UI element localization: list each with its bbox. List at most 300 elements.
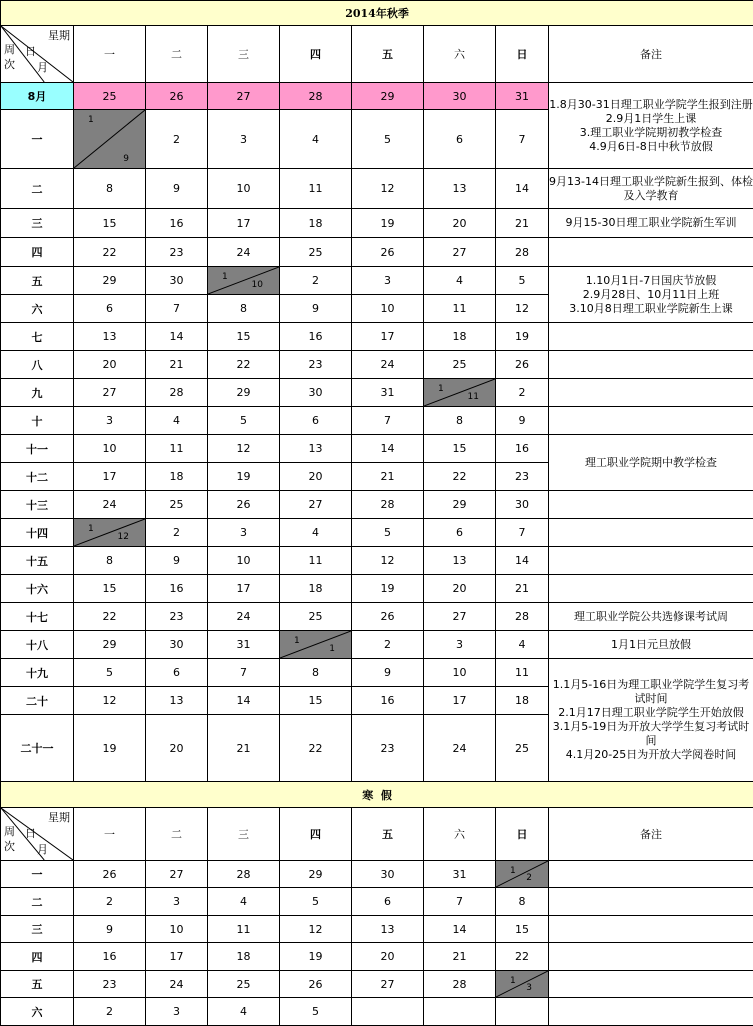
day-cell: 20 — [146, 715, 208, 782]
corner-label-ci: 次 — [4, 840, 15, 853]
week-number-cell: 五 — [1, 267, 74, 295]
day-cell: 30 — [146, 631, 208, 659]
day-cell: 4 — [424, 267, 496, 295]
day-cell: 31 — [424, 861, 496, 888]
day-number: 1 — [88, 115, 94, 125]
week-number-cell: 十八 — [1, 631, 74, 659]
day-cell: 11 — [208, 916, 280, 943]
day-cell: 7 — [496, 519, 549, 547]
month-divider-line — [208, 267, 279, 294]
corner-label-ri: 日 — [25, 45, 36, 58]
day-cell: 29 — [74, 267, 146, 295]
month-divider-line — [280, 631, 351, 658]
calendar-row — [1, 435, 753, 463]
weekday-header-cell: 六 — [424, 26, 496, 83]
week-number-cell: 三 — [1, 916, 74, 943]
month-number: 2 — [526, 873, 532, 883]
note-line: 1.1月5-16日为理工职业学院学生复习考试时间 — [552, 678, 750, 705]
day-cell: 3 — [424, 631, 496, 659]
calendar-row — [1, 267, 753, 295]
day-cell: 27 — [424, 238, 496, 267]
corner-label-ri: 日 — [25, 827, 36, 840]
day-cell: 18 — [424, 323, 496, 351]
day-cell: 11 — [424, 295, 496, 323]
day-cell: 8 — [208, 295, 280, 323]
calendar-row — [1, 379, 753, 407]
day-cell: 14 — [146, 323, 208, 351]
note-cell — [549, 861, 753, 888]
day-cell: 23 — [146, 238, 208, 267]
week-number-cell: 二十一 — [1, 715, 74, 782]
weekday-header-cell: 六 — [424, 808, 496, 861]
day-cell: 5 — [74, 659, 146, 687]
day-cell: 27 — [74, 379, 146, 407]
day-cell: 21 — [496, 209, 549, 238]
month-number: 9 — [123, 154, 129, 164]
week-number-cell: 二 — [1, 169, 74, 209]
month-divider-line — [496, 861, 548, 887]
corner-header-cell — [1, 26, 74, 83]
day-cell: 26 — [208, 491, 280, 519]
day-cell: 27 — [280, 491, 352, 519]
note-line: 9月15-30日理工职业学院新生军训 — [565, 216, 737, 229]
day-cell: 9 — [74, 916, 146, 943]
day-cell: 20 — [74, 351, 146, 379]
day-cell — [352, 998, 424, 1026]
day-cell: 2 — [146, 110, 208, 169]
day-cell: 25 — [424, 351, 496, 379]
day-cell: 11 — [496, 659, 549, 687]
day-cell: 24 — [208, 603, 280, 631]
day-cell: 28 — [496, 603, 549, 631]
day-cell: 10 — [352, 295, 424, 323]
week-number-cell: 一 — [1, 861, 74, 888]
corner-header-cell — [1, 808, 74, 861]
day-cell: 8 — [496, 888, 549, 916]
day-cell: 13 — [424, 169, 496, 209]
day-cell: 26 — [146, 83, 208, 110]
weekday-header-cell: 一 — [74, 808, 146, 861]
week-number-cell: 十六 — [1, 575, 74, 603]
day-cell: 15 — [74, 575, 146, 603]
weekday-header-cell: 四 — [280, 26, 352, 83]
month-divider-line — [74, 519, 145, 546]
day-cell: 16 — [146, 575, 208, 603]
calendar-row — [1, 407, 753, 435]
month-start-cell — [280, 631, 352, 659]
day-cell: 17 — [208, 575, 280, 603]
day-cell: 19 — [352, 209, 424, 238]
day-cell: 27 — [424, 603, 496, 631]
weekday-header-row — [1, 808, 753, 861]
day-cell: 14 — [424, 916, 496, 943]
note-cell — [549, 971, 753, 998]
day-cell: 23 — [280, 351, 352, 379]
day-cell: 23 — [496, 463, 549, 491]
week-number-cell: 二十 — [1, 687, 74, 715]
day-cell: 10 — [146, 916, 208, 943]
week-number-cell: 十三 — [1, 491, 74, 519]
day-cell: 16 — [352, 687, 424, 715]
day-cell: 24 — [424, 715, 496, 782]
day-cell: 31 — [208, 631, 280, 659]
note-line: 3.理工职业学院期初教学检查 — [579, 125, 723, 139]
month-start-cell — [424, 379, 496, 407]
calendar-row — [1, 169, 753, 209]
day-cell: 3 — [208, 110, 280, 169]
day-cell: 20 — [424, 575, 496, 603]
day-cell: 8 — [280, 659, 352, 687]
day-cell: 29 — [424, 491, 496, 519]
week-number-cell: 四 — [1, 238, 74, 267]
day-cell: 4 — [146, 407, 208, 435]
week-number-cell: 八 — [1, 351, 74, 379]
day-cell: 25 — [146, 491, 208, 519]
calendar-row — [1, 659, 753, 687]
day-cell: 11 — [280, 169, 352, 209]
day-cell: 15 — [496, 916, 549, 943]
corner-label-zhou: 周 — [4, 825, 15, 838]
day-cell: 13 — [146, 687, 208, 715]
day-cell: 9 — [146, 547, 208, 575]
calendar-row — [1, 519, 753, 547]
day-cell: 27 — [146, 861, 208, 888]
note-line: 3.10月8日理工职业学院新生上课 — [569, 301, 733, 315]
note-cell — [549, 519, 753, 547]
month-number: 10 — [251, 280, 263, 290]
section-title-row — [1, 782, 753, 808]
day-cell: 4 — [496, 631, 549, 659]
day-cell: 12 — [74, 687, 146, 715]
day-cell: 20 — [352, 943, 424, 971]
day-cell: 7 — [146, 295, 208, 323]
day-cell: 24 — [74, 491, 146, 519]
corner-label-yue: 月 — [37, 843, 48, 856]
day-cell: 26 — [280, 971, 352, 998]
calendar-row — [1, 888, 753, 916]
day-cell: 30 — [496, 491, 549, 519]
day-cell: 8 — [424, 407, 496, 435]
day-cell: 13 — [280, 435, 352, 463]
note-cell — [549, 659, 753, 782]
note-cell — [549, 435, 753, 491]
day-cell: 18 — [496, 687, 549, 715]
calendar-row — [1, 998, 753, 1026]
day-cell: 20 — [424, 209, 496, 238]
day-cell: 22 — [208, 351, 280, 379]
note-cell — [549, 351, 753, 379]
day-cell: 26 — [74, 861, 146, 888]
day-cell: 5 — [352, 519, 424, 547]
section-title-row — [1, 1, 753, 26]
day-cell: 4 — [280, 519, 352, 547]
day-cell: 15 — [74, 209, 146, 238]
note-cell — [549, 888, 753, 916]
corner-label-xingqi: 星期 — [48, 29, 70, 42]
weekday-header-cell: 日 — [496, 808, 549, 861]
day-cell: 13 — [424, 547, 496, 575]
day-cell: 14 — [352, 435, 424, 463]
note-header-cell: 备注 — [549, 26, 753, 83]
week-number-cell: 五 — [1, 971, 74, 998]
day-cell: 5 — [280, 998, 352, 1026]
day-cell: 10 — [74, 435, 146, 463]
note-header-cell: 备注 — [549, 808, 753, 861]
week-number-cell: 四 — [1, 943, 74, 971]
day-cell: 2 — [146, 519, 208, 547]
note-line: 2.9月1日学生上课 — [605, 111, 697, 125]
day-cell: 25 — [74, 83, 146, 110]
day-cell: 21 — [496, 575, 549, 603]
week-number-cell: 二 — [1, 888, 74, 916]
day-cell: 11 — [146, 435, 208, 463]
note-line: 1月1日元旦放假 — [611, 637, 692, 651]
day-cell: 28 — [352, 491, 424, 519]
day-cell: 5 — [496, 267, 549, 295]
day-cell: 27 — [352, 971, 424, 998]
day-cell: 28 — [280, 83, 352, 110]
month-start-cell — [496, 971, 549, 998]
day-cell: 5 — [280, 888, 352, 916]
week-number-cell: 十七 — [1, 603, 74, 631]
note-cell — [549, 631, 753, 659]
calendar-row — [1, 971, 753, 998]
day-cell: 30 — [352, 861, 424, 888]
winter-title: 寒 假 — [1, 782, 753, 808]
week-number-cell: 六 — [1, 295, 74, 323]
day-cell: 9 — [352, 659, 424, 687]
weekday-header-cell: 三 — [208, 808, 280, 861]
day-cell: 23 — [146, 603, 208, 631]
day-cell: 5 — [208, 407, 280, 435]
day-cell: 21 — [208, 715, 280, 782]
week-number-cell: 十一 — [1, 435, 74, 463]
day-cell: 16 — [146, 209, 208, 238]
week-number-cell: 十四 — [1, 519, 74, 547]
day-cell: 6 — [146, 659, 208, 687]
day-cell: 4 — [208, 888, 280, 916]
day-cell: 17 — [74, 463, 146, 491]
calendar-row — [1, 209, 753, 238]
calendar-row — [1, 916, 753, 943]
day-cell: 29 — [74, 631, 146, 659]
day-cell: 18 — [146, 463, 208, 491]
day-cell: 9 — [496, 407, 549, 435]
note-line: 1.10月1日-7日国庆节放假 — [585, 273, 717, 287]
day-cell: 12 — [280, 916, 352, 943]
day-cell: 25 — [208, 971, 280, 998]
calendar-row — [1, 943, 753, 971]
day-cell: 2 — [74, 998, 146, 1026]
month-number: 11 — [467, 392, 479, 402]
note-line: 3.1月5-19日为开放大学学生复习考试时间 — [552, 720, 750, 747]
day-cell: 10 — [424, 659, 496, 687]
day-cell: 3 — [352, 267, 424, 295]
day-cell: 21 — [352, 463, 424, 491]
calendar-row — [1, 631, 753, 659]
day-cell: 7 — [424, 888, 496, 916]
note-line: 1.8月30-31日理工职业学院学生报到注册 — [549, 97, 753, 111]
day-cell: 6 — [352, 888, 424, 916]
day-number: 1 — [294, 636, 300, 646]
day-cell: 3 — [208, 519, 280, 547]
day-cell: 17 — [352, 323, 424, 351]
day-cell: 13 — [74, 323, 146, 351]
note-line: 理工职业学院公共选修课考试周 — [574, 609, 729, 623]
corner-label-xingqi: 星期 — [48, 811, 70, 824]
weekday-header-cell: 日 — [496, 26, 549, 83]
day-cell: 22 — [280, 715, 352, 782]
day-cell: 28 — [208, 861, 280, 888]
note-cell — [549, 916, 753, 943]
day-cell: 29 — [352, 83, 424, 110]
day-cell: 6 — [424, 110, 496, 169]
weekday-header-cell: 二 — [146, 808, 208, 861]
day-cell: 9 — [280, 295, 352, 323]
month-start-cell — [496, 861, 549, 888]
day-cell: 10 — [208, 169, 280, 209]
day-cell: 31 — [352, 379, 424, 407]
note-cell — [549, 603, 753, 631]
weekday-header-row — [1, 26, 753, 83]
note-line: 4.9月6日-8日中秋节放假 — [589, 139, 713, 153]
month-start-cell — [208, 267, 280, 295]
day-cell: 12 — [208, 435, 280, 463]
day-cell: 27 — [208, 83, 280, 110]
weekday-header-cell: 二 — [146, 26, 208, 83]
day-cell: 24 — [352, 351, 424, 379]
note-line: 2.9月28日、10月11日上班 — [582, 287, 720, 301]
note-line: 9月13-14日理工职业学院新生报到、体检及入学教育 — [549, 174, 753, 202]
day-cell: 2 — [352, 631, 424, 659]
day-cell: 4 — [208, 998, 280, 1026]
note-cell — [549, 547, 753, 575]
week-number-cell: 一 — [1, 110, 74, 169]
week-number-cell: 七 — [1, 323, 74, 351]
month-number: 3 — [526, 983, 532, 993]
day-number: 1 — [222, 272, 228, 282]
day-cell: 15 — [280, 687, 352, 715]
note-cell — [549, 169, 753, 209]
day-cell: 11 — [280, 547, 352, 575]
day-cell: 7 — [496, 110, 549, 169]
note-line: 4.1月20-25日为开放大学阅卷时间 — [565, 748, 737, 761]
week-number-cell: 十 — [1, 407, 74, 435]
note-cell — [549, 83, 753, 169]
note-cell — [549, 379, 753, 407]
calendar-row — [1, 83, 753, 110]
day-cell: 28 — [146, 379, 208, 407]
day-cell: 28 — [496, 238, 549, 267]
week-number-cell: 十九 — [1, 659, 74, 687]
day-cell: 23 — [352, 715, 424, 782]
month-number: 12 — [117, 532, 129, 542]
calendar-row — [1, 547, 753, 575]
day-cell: 19 — [496, 323, 549, 351]
day-cell: 31 — [496, 83, 549, 110]
day-cell: 18 — [280, 209, 352, 238]
day-cell: 19 — [74, 715, 146, 782]
day-cell — [424, 998, 496, 1026]
weekday-header-cell: 一 — [74, 26, 146, 83]
day-cell: 8 — [74, 547, 146, 575]
note-cell — [549, 238, 753, 267]
day-cell: 17 — [208, 209, 280, 238]
day-cell — [496, 998, 549, 1026]
day-cell: 17 — [146, 943, 208, 971]
day-cell: 25 — [496, 715, 549, 782]
day-cell: 8 — [74, 169, 146, 209]
day-cell: 6 — [424, 519, 496, 547]
day-cell: 6 — [280, 407, 352, 435]
autumn-title: 2014年秋季 — [1, 1, 753, 26]
day-number: 1 — [510, 976, 516, 986]
day-cell: 30 — [280, 379, 352, 407]
day-cell: 2 — [74, 888, 146, 916]
month-divider-line — [424, 379, 495, 406]
day-cell: 22 — [424, 463, 496, 491]
corner-label-zhou: 周 — [4, 43, 15, 56]
day-cell: 7 — [208, 659, 280, 687]
day-cell: 3 — [74, 407, 146, 435]
day-cell: 30 — [424, 83, 496, 110]
note-cell — [549, 943, 753, 971]
day-cell: 28 — [424, 971, 496, 998]
calendar-row — [1, 603, 753, 631]
day-cell: 3 — [146, 888, 208, 916]
month-start-cell — [74, 110, 146, 169]
day-cell: 12 — [352, 547, 424, 575]
day-cell: 26 — [496, 351, 549, 379]
weekday-header-cell: 五 — [352, 26, 424, 83]
day-cell: 21 — [146, 351, 208, 379]
day-cell: 24 — [146, 971, 208, 998]
month-start-cell — [74, 519, 146, 547]
day-cell: 30 — [146, 267, 208, 295]
corner-label-yue: 月 — [37, 61, 48, 74]
day-cell: 22 — [496, 943, 549, 971]
calendar-row — [1, 575, 753, 603]
day-cell: 10 — [208, 547, 280, 575]
day-cell: 15 — [424, 435, 496, 463]
day-cell: 5 — [352, 110, 424, 169]
month-label: 8月 — [1, 83, 74, 110]
day-cell: 22 — [74, 238, 146, 267]
weekday-header-cell: 五 — [352, 808, 424, 861]
day-cell: 24 — [208, 238, 280, 267]
day-cell: 12 — [352, 169, 424, 209]
note-cell — [549, 407, 753, 435]
note-cell — [549, 491, 753, 519]
day-cell: 14 — [496, 547, 549, 575]
day-cell: 26 — [352, 603, 424, 631]
day-cell: 16 — [280, 323, 352, 351]
day-number: 1 — [510, 866, 516, 876]
weekday-header-cell: 四 — [280, 808, 352, 861]
week-number-cell: 三 — [1, 209, 74, 238]
month-number: 1 — [329, 644, 335, 654]
month-divider-line — [496, 971, 548, 997]
day-cell: 16 — [74, 943, 146, 971]
calendar-row — [1, 351, 753, 379]
note-cell — [549, 267, 753, 323]
day-cell: 18 — [280, 575, 352, 603]
day-cell: 2 — [280, 267, 352, 295]
day-cell: 6 — [74, 295, 146, 323]
week-number-cell: 六 — [1, 998, 74, 1026]
note-cell — [549, 575, 753, 603]
day-cell: 26 — [352, 238, 424, 267]
